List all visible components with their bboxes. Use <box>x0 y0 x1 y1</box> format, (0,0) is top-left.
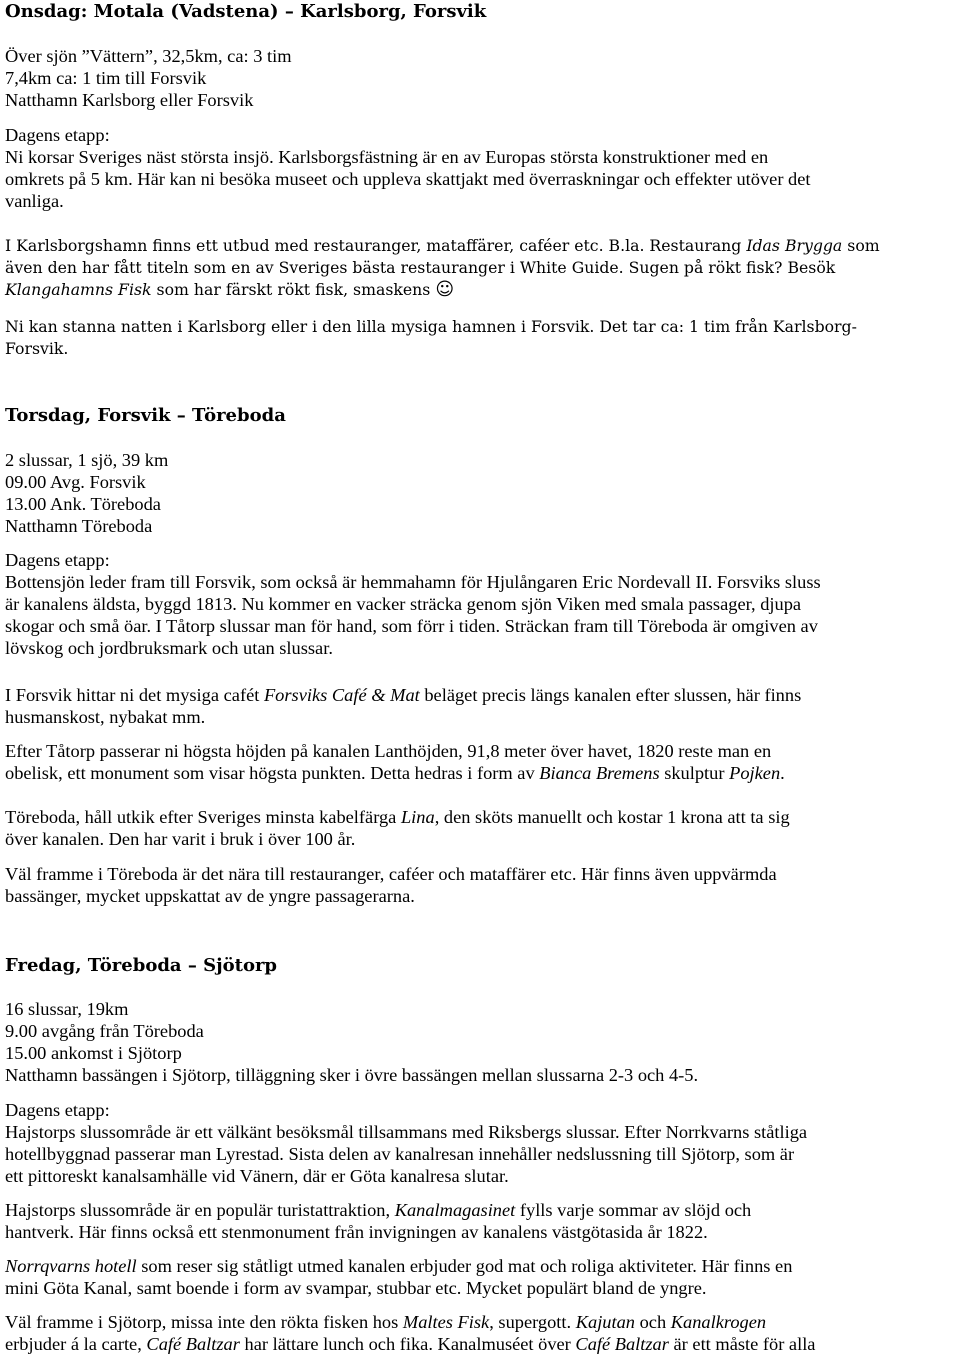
text-run: som har färskt rökt fisk, smaskens <box>151 280 436 299</box>
etapp-line: Ni korsar Sveriges näst största insjö. Karlsborgsfästning är en av Europas största konstruktioner med en <box>5 147 769 167</box>
wednesday-section <box>5 1 957 23</box>
paragraph-line: Forsvik. <box>5 339 69 358</box>
thursday-ferry-paragraph <box>5 806 957 850</box>
artist-name: Bianca Bremens <box>539 763 660 783</box>
thursday-etapp <box>5 549 957 659</box>
info-line: Över sjön ”Vättern”, 32,5km, ca: 3 tim <box>5 46 292 66</box>
etapp-line: hotellbyggnad passerar man Lyrestad. Sista delen av kanalresan innehåller nedslussning till Sjötorp, som är <box>5 1144 795 1164</box>
info-line: 13.00 Ank. Töreboda <box>5 494 161 514</box>
thursday-lanthojden-paragraph <box>5 740 957 784</box>
ferry-name: Lina <box>400 807 435 827</box>
wednesday-stay-paragraph <box>5 316 957 360</box>
text-run: , supergott. <box>489 1312 576 1332</box>
etapp-line: är kanalens äldsta, byggd 1813. Nu kommer en vacker sträcka genom sjön Viken med smala passager, djupa <box>5 594 802 614</box>
info-line: Natthamn Töreboda <box>5 516 153 536</box>
etapp-line: Bottensjön leder fram till Forsvik, som också är hemmahamn för Hjulångaren Eric Nordevall II. Forsviks sluss <box>5 572 821 592</box>
paragraph-line <box>5 279 957 301</box>
text-run: Väl framme i Sjötorp, missa inte den rökta fisken hos <box>5 1312 403 1332</box>
text-run: och <box>635 1312 671 1332</box>
etapp-line: ett pittoreskt kanalsamhälle vid Vänern, där er Göta kanalresa slutar. <box>5 1166 509 1186</box>
friday-info <box>5 998 957 1086</box>
sculpture-name: Pojken <box>729 763 781 783</box>
paragraph-line: husmanskost, nybakat mm. <box>5 707 206 727</box>
text-run: har lättare lunch och fika. Kanalmuséet över <box>239 1334 576 1354</box>
venue-name: Kanalmagasinet <box>394 1200 516 1220</box>
etapp-line: skogar och små öar. I Tåtorp slussar man för hand, som förr i tiden. Sträckan fram till Töreboda är omgiven av <box>5 616 818 636</box>
wednesday-restaurants-paragraph <box>5 235 957 301</box>
paragraph-line <box>5 806 957 828</box>
text-run: . <box>780 763 785 783</box>
thursday-arrival-paragraph <box>5 863 957 907</box>
wednesday-etapp <box>5 124 957 212</box>
paragraph-line <box>5 684 957 706</box>
wednesday-info <box>5 45 957 111</box>
paragraph-line <box>5 235 957 257</box>
text-run: fylls varje sommar av slöjd och <box>515 1200 752 1220</box>
section-heading-friday: Fredag, Töreboda – Sjötorp <box>5 955 278 976</box>
text-run: Hajstorps slussområde är en populär turistattraktion, <box>5 1200 395 1220</box>
etapp-line: lövskog och jordbruksmark och utan slussar. <box>5 638 333 658</box>
etapp-label: Dagens etapp: <box>5 550 110 570</box>
etapp-line: Hajstorps slussområde är ett välkänt besöksmål tillsammans med Riksbergs slussar. Efter Norrkvarns ståtliga <box>5 1122 808 1142</box>
friday-sjotorp-paragraph <box>5 1311 957 1355</box>
paragraph-line <box>5 762 957 784</box>
paragraph-line: hantverk. Här finns också ett stenmonument från invigningen av kanalens västgötasida år 1822. <box>5 1222 708 1242</box>
shop-name: Klangahamns Fisk <box>5 280 152 299</box>
etapp-line: vanliga. <box>5 191 64 211</box>
text-run: beläget precis längs kanalen efter slussen, här finns <box>419 685 802 705</box>
info-line: Natthamn bassängen i Sjötorp, tilläggning sker i övre bassängen mellan slussarna 2-3 och 4-5. <box>5 1065 699 1085</box>
paragraph-line: över kanalen. Den har varit i bruk i över 100 år. <box>5 829 356 849</box>
paragraph-line: Efter Tåtorp passerar ni högsta höjden på kanalen Lanthöjden, 91,8 meter över havet, 1820 reste man en <box>5 741 772 761</box>
paragraph-line <box>5 1311 957 1333</box>
text-run: erbjuder á la carte, <box>5 1334 147 1354</box>
thursday-cafe-paragraph <box>5 684 957 728</box>
text-run: I Forsvik hittar ni det mysiga cafét <box>5 685 264 705</box>
paragraph-line <box>5 1333 957 1355</box>
restaurant-name: Kajutan <box>575 1312 636 1332</box>
text-run: som <box>842 236 880 255</box>
section-heading-wednesday: Onsdag: Motala (Vadstena) – Karlsborg, Forsvik <box>5 1 487 22</box>
text-run: I Karlsborgshamn finns ett utbud med restauranger, mataffärer, caféer etc. B.la. Restaurang <box>5 236 747 255</box>
friday-etapp <box>5 1099 957 1187</box>
cafe-name: Café Baltzar <box>146 1334 240 1354</box>
paragraph-line <box>5 1255 957 1277</box>
paragraph-line: Väl framme i Töreboda är det nära till restauranger, caféer och mataffärer etc. Här finns även uppvärmda <box>5 864 777 884</box>
friday-section <box>5 955 957 977</box>
info-line: 16 slussar, 19km <box>5 999 129 1019</box>
info-line: 09.00 Avg. Forsvik <box>5 472 146 492</box>
paragraph-line: mini Göta Kanal, samt boende i form av svampar, stubbar etc. Mycket populärt bland de yngre. <box>5 1278 707 1298</box>
info-line: 15.00 ankomst i Sjötorp <box>5 1043 182 1063</box>
paragraph-line: Ni kan stanna natten i Karlsborg eller i den lilla mysiga hamnen i Forsvik. Det tar ca: 1 tim från Karlsborg- <box>5 317 857 336</box>
cafe-name: Café Baltzar <box>575 1334 669 1354</box>
info-line: 2 slussar, 1 sjö, 39 km <box>5 450 169 470</box>
info-line: 9.00 avgång från Töreboda <box>5 1021 204 1041</box>
etapp-label: Dagens etapp: <box>5 125 110 145</box>
text-run: är ett måste för alla <box>668 1334 816 1354</box>
thursday-info <box>5 449 957 537</box>
info-line: 7,4km ca: 1 tim till Forsvik <box>5 68 207 88</box>
paragraph-line <box>5 1199 957 1221</box>
text-run: skulptur <box>659 763 730 783</box>
section-heading-thursday: Torsdag, Forsvik – Töreboda <box>5 405 286 426</box>
smiley-icon: ☺ <box>435 279 455 300</box>
text-run: , den sköts manuellt och kostar 1 krona att ta sig <box>434 807 790 827</box>
paragraph-line: även den har fått titeln som en av Sveriges bästa restauranger i White Guide. Sugen på rökt fisk? Besök <box>5 258 836 277</box>
text-run: Töreboda, håll utkik efter Sveriges minsta kabelfärga <box>5 807 401 827</box>
restaurant-name: Idas Brygga <box>746 236 843 255</box>
thursday-section <box>5 405 957 427</box>
shop-name: Maltes Fisk <box>402 1312 490 1332</box>
text-run: som reser sig ståtligt utmed kanalen erbjuder god mat och roliga aktiviteter. Här finns en <box>136 1256 793 1276</box>
info-line: Natthamn Karlsborg eller Forsvik <box>5 90 254 110</box>
friday-hotel-paragraph <box>5 1255 957 1299</box>
text-run: obelisk, ett monument som visar högsta punkten. Detta hedras i form av <box>5 763 540 783</box>
restaurant-name: Kanalkrogen <box>670 1312 767 1332</box>
friday-hajstorp-paragraph <box>5 1199 957 1243</box>
hotel-name: Norrqvarns hotell <box>5 1256 137 1276</box>
etapp-line: omkrets på 5 km. Här kan ni besöka museet och uppleva skattjakt med överraskningar och effekter utöver det <box>5 169 811 189</box>
paragraph-line: bassänger, mycket uppskattat av de yngre passagerarna. <box>5 886 415 906</box>
etapp-label: Dagens etapp: <box>5 1100 110 1120</box>
cafe-name: Forsviks Café & Mat <box>263 685 420 705</box>
